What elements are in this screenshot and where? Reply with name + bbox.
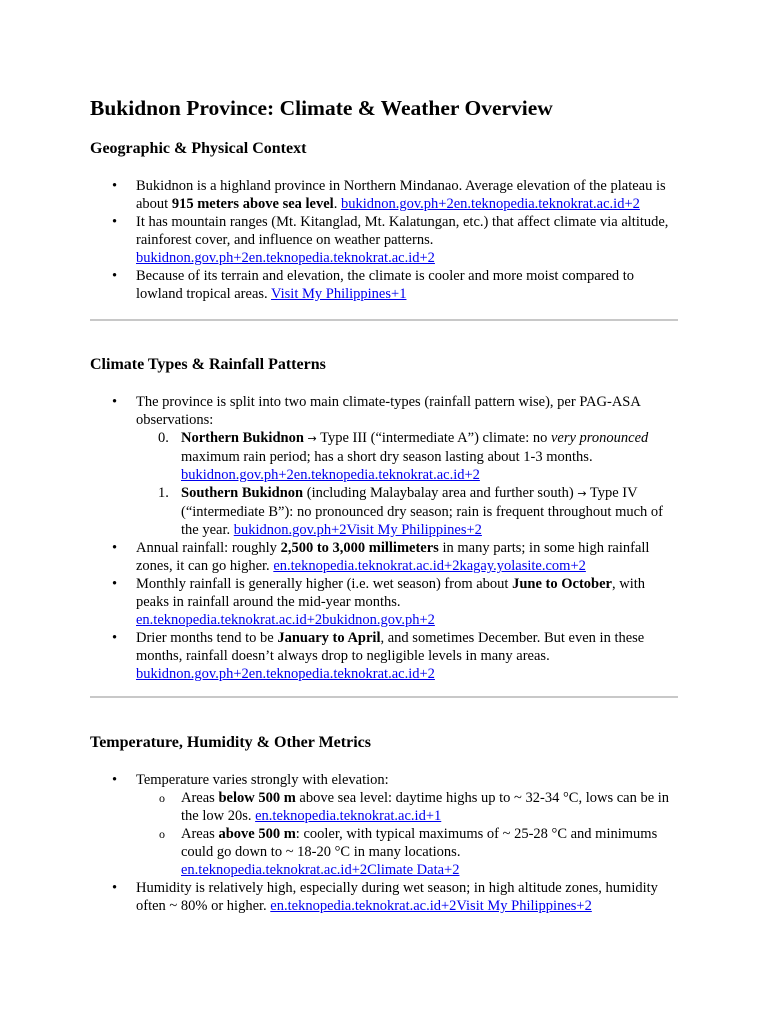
text: Annual rainfall: roughly xyxy=(136,540,281,556)
text: Bukidnon is a highland province in Northern Mindanao. Average elevation of the plateau is about xyxy=(136,178,666,212)
bold-text: below 500 m xyxy=(218,790,296,806)
text: Because of its terrain and elevation, the climate is cooler and more moist compared to lowland tropical areas. xyxy=(136,268,635,302)
list-item xyxy=(136,825,678,879)
source-link[interactable]: bukidnon.gov.ph+2en.teknopedia.teknokrat.ac.id+2 xyxy=(136,250,435,266)
source-link[interactable]: bukidnon.gov.ph+2Visit My Philippines+2 xyxy=(233,522,482,538)
text: in many parts; in some high rainfall zones, it can go higher. xyxy=(136,540,650,574)
climate-list xyxy=(90,393,678,683)
source-link[interactable]: en.teknopedia.teknokrat.ac.id+2Visit My Philippines+2 xyxy=(270,898,592,914)
section-heading-climate: Climate Types & Rainfall Patterns xyxy=(90,356,326,373)
sub-bullet-icon: o xyxy=(159,827,165,841)
source-link[interactable]: Visit My Philippines+1 xyxy=(271,286,407,302)
list-item xyxy=(136,429,678,484)
sub-bullet-icon: o xyxy=(159,791,165,805)
section-heading-temperature: Temperature, Humidity & Other Metrics xyxy=(90,734,371,751)
section-geographic xyxy=(90,139,678,303)
source-link[interactable]: bukidnon.gov.ph+2en.teknopedia.teknokrat.ac.id+2 xyxy=(340,196,640,212)
bullet-icon: • xyxy=(112,630,118,646)
source-link[interactable]: en.teknopedia.teknokrat.ac.id+2bukidnon.gov.ph+2 xyxy=(136,612,435,628)
text: Areas xyxy=(181,790,219,806)
list-item xyxy=(136,789,678,825)
list-item xyxy=(90,629,678,683)
text: The province is split into two main climate-types (rainfall pattern wise), per PAG-ASA observations: xyxy=(136,394,641,428)
bullet-icon: • xyxy=(112,576,118,592)
bullet-icon: • xyxy=(112,178,118,194)
text: . xyxy=(333,196,341,212)
text: Type III (“intermediate A”) climate: no xyxy=(316,430,551,446)
text: Type IV (“intermediate B”): no pronounced dry season; rain is frequent throughout much of the year. xyxy=(181,485,663,538)
list-item xyxy=(136,484,678,539)
temperature-list xyxy=(90,771,678,915)
list-item xyxy=(90,879,678,915)
list-item xyxy=(90,267,678,303)
text: Areas xyxy=(181,826,219,842)
italic-text: very pronounced xyxy=(550,430,649,446)
text: : cooler, with typical maximums of ~ 25-28 °C and minimums could go down to ~ 18-20 °C in many locations. xyxy=(181,826,658,860)
bold-text: Southern Bukidnon xyxy=(181,485,304,501)
bullet-icon: • xyxy=(112,772,118,788)
bullet-icon: • xyxy=(112,880,118,896)
list-number: 0. xyxy=(158,430,169,446)
text: , and sometimes December. But even in these months, rainfall doesn’t always drop to negligible levels in many areas. xyxy=(136,630,645,664)
bullet-icon: • xyxy=(112,268,118,284)
section-temperature xyxy=(90,733,678,915)
text: above sea level: daytime highs up to ~ 32-34 °C, lows can be in the low 20s. xyxy=(181,790,670,824)
text: , with peaks in rainfall around the mid-year months. xyxy=(136,576,645,610)
text: Temperature varies strongly with elevation: xyxy=(136,772,389,788)
list-item xyxy=(90,213,678,267)
page-title: Bukidnon Province: Climate & Weather Overview xyxy=(90,96,553,120)
text: maximum rain period; has a short dry season lasting about 1-3 months. xyxy=(181,449,593,465)
source-link[interactable]: en.teknopedia.teknokrat.ac.id+1 xyxy=(255,808,442,824)
text: It has mountain ranges (Mt. Kitanglad, Mt. Kalatungan, etc.) that affect climate via altitude, rainforest cover, and influence on weather patterns. xyxy=(136,214,669,248)
horizontal-divider xyxy=(90,319,678,321)
source-link[interactable]: en.teknopedia.teknokrat.ac.id+2kagay.yolasite.com+2 xyxy=(273,558,586,574)
source-link[interactable]: bukidnon.gov.ph+2en.teknopedia.teknokrat.ac.id+2 xyxy=(181,467,480,483)
bullet-icon: • xyxy=(112,214,118,230)
bullet-icon: • xyxy=(112,394,118,410)
arrow-icon: → xyxy=(577,487,587,500)
bold-text: Northern Bukidnon xyxy=(181,430,304,446)
bold-text: 2,500 to 3,000 millimeters xyxy=(280,540,439,556)
bullet-icon: • xyxy=(112,540,118,556)
bold-text: above 500 m xyxy=(218,826,296,842)
section-heading-geographic: Geographic & Physical Context xyxy=(90,140,307,157)
list-item xyxy=(90,575,678,629)
climate-type-list xyxy=(136,429,678,539)
text: Monthly rainfall is generally higher (i.e. wet season) from about xyxy=(136,576,513,592)
list-item xyxy=(90,539,678,575)
list-number: 1. xyxy=(158,485,169,501)
section-climate xyxy=(90,355,678,683)
geographic-list xyxy=(90,177,678,303)
horizontal-divider xyxy=(90,696,678,698)
elevation-sublist xyxy=(136,789,678,879)
text: Humidity is relatively high, especially during wet season; in high altitude zones, humidity often ~ 80% or higher. xyxy=(136,880,658,914)
list-item xyxy=(90,177,678,213)
arrow-icon: → xyxy=(307,432,317,445)
source-link[interactable]: bukidnon.gov.ph+2en.teknopedia.teknokrat.ac.id+2 xyxy=(136,666,435,682)
list-item xyxy=(90,393,678,539)
bold-text: June to October xyxy=(512,576,612,592)
source-link[interactable]: en.teknopedia.teknokrat.ac.id+2Climate Data+2 xyxy=(181,862,460,878)
list-item xyxy=(90,771,678,879)
bold-text: January to April xyxy=(277,630,381,646)
text: (including Malaybalay area and further south) xyxy=(303,485,578,501)
bold-text: 915 meters above sea level xyxy=(171,196,334,212)
text: Drier months tend to be xyxy=(136,630,278,646)
